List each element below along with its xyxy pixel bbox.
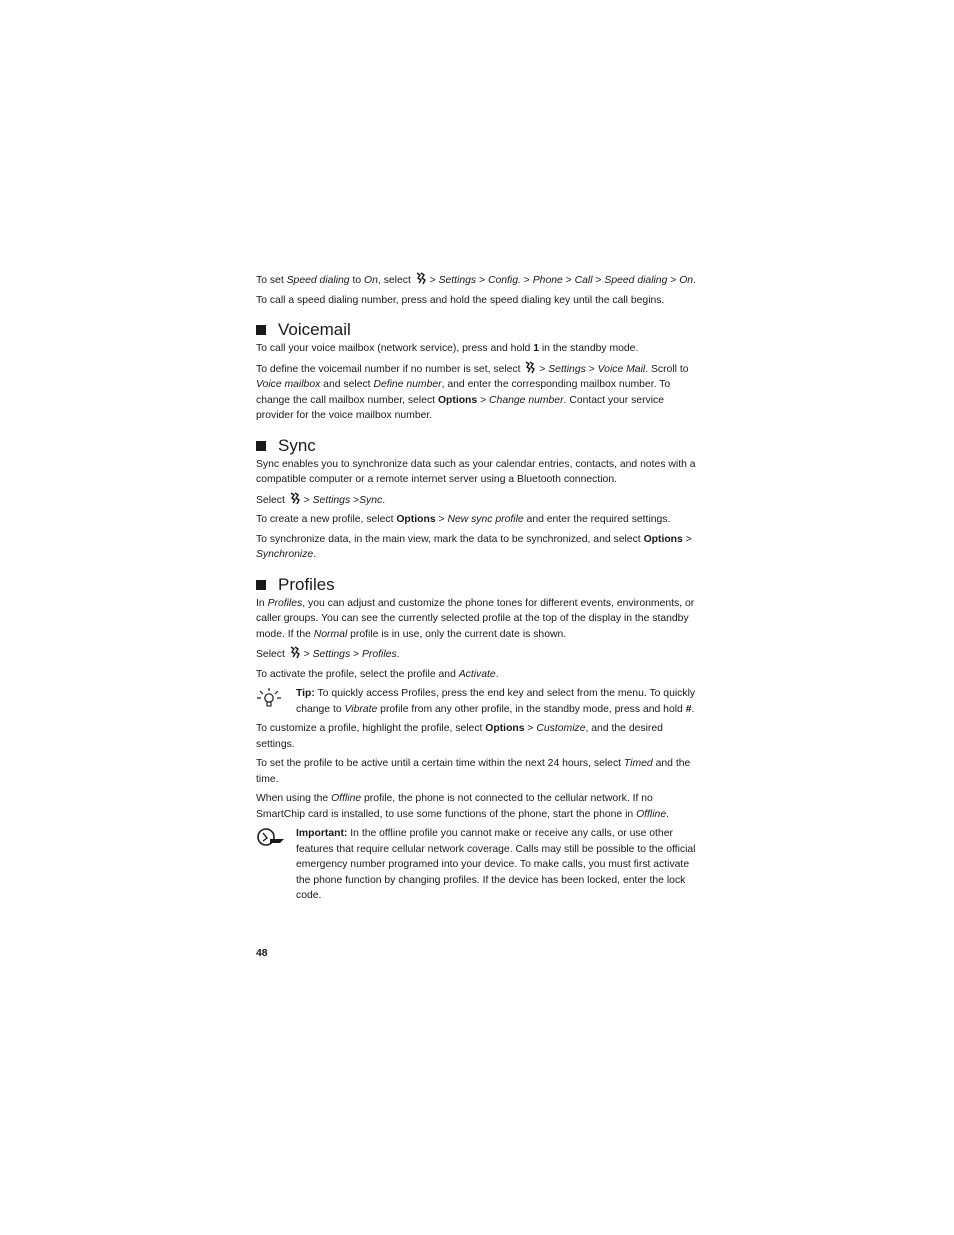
text: Settings (312, 494, 351, 506)
profiles-select-paragraph (256, 646, 698, 663)
text: profile is in use, only the current date is shown. (347, 628, 567, 640)
text: > (562, 275, 575, 286)
text: > (350, 494, 360, 506)
important-text (296, 826, 698, 904)
text: Offline (331, 793, 362, 804)
text: Voice mailbox (256, 379, 321, 390)
sync-synchronize-paragraph (256, 532, 698, 563)
menu-icon (524, 361, 535, 374)
manual-page (256, 272, 698, 908)
text: , and enter the corresponding mailbox number. To change the call mailbox number, select (256, 379, 671, 406)
profiles-activate-paragraph (256, 667, 698, 683)
text: Settings (548, 363, 586, 375)
tip-note (256, 686, 698, 717)
text: To define the voicemail number if no number is set, select (256, 363, 524, 375)
section-heading-sync (256, 436, 698, 456)
heading-text: Voicemail (278, 320, 351, 339)
text: > (520, 275, 533, 286)
text: and the time. (256, 758, 691, 785)
text: . Scroll to (645, 363, 689, 375)
text: To set (256, 275, 287, 286)
important-icon (256, 826, 296, 853)
text: To create a new profile, select (256, 514, 397, 525)
text: > (592, 275, 605, 286)
text: > (682, 533, 692, 545)
text: . (666, 808, 669, 820)
text: . (396, 649, 400, 660)
text: Activate (458, 668, 496, 680)
section-heading-profiles (256, 575, 698, 595)
text: . (693, 275, 696, 286)
text: Options (643, 533, 683, 545)
text: > (585, 363, 598, 375)
text: In the offline profile you cannot make or receive any calls, or use other features that require cellular network coverage. Calls may still be possible to the official emergency number programed into your device. To make calls, you must first activate the phone function by changing profiles. If the device has been locked, enter the lock code. (296, 828, 696, 901)
text: > (524, 723, 537, 734)
text: To call your voice mailbox (network service), press and hold (256, 343, 534, 354)
text: > (300, 649, 313, 660)
text: . (495, 668, 499, 680)
sync-select-paragraph (256, 492, 698, 509)
tip-icon (256, 686, 296, 715)
text: Profiles (267, 597, 303, 609)
text: profile, the phone is not connected to the cellular network. If no SmartChip card is installed, to use some functions of the phone, start the phone in (256, 793, 653, 820)
text: . (313, 549, 317, 560)
text: Select (256, 649, 288, 660)
text: New sync profile (447, 514, 524, 525)
text: and enter the required settings. (523, 514, 671, 525)
text: Speed dialing (604, 275, 668, 286)
text: 1 (533, 343, 539, 354)
text: On (364, 275, 378, 286)
text: Sync (359, 494, 383, 506)
text: > (536, 363, 549, 375)
text: Define number (373, 379, 442, 390)
text: Call (574, 275, 593, 286)
menu-icon (289, 492, 300, 505)
text: . (691, 703, 695, 715)
heading-text: Profiles (278, 574, 335, 594)
text: , and the desired settings. (256, 723, 663, 750)
text: Select (256, 494, 288, 506)
text: > (300, 494, 313, 506)
text: > (476, 275, 488, 286)
profiles-offline-paragraph (256, 791, 698, 822)
text: . (382, 494, 386, 506)
text: > (426, 275, 439, 286)
voicemail-call-paragraph (256, 341, 698, 357)
text: In (256, 597, 268, 609)
text: and select (320, 379, 374, 390)
profiles-timed-paragraph (256, 756, 698, 787)
speed-dialing-paragraph (256, 272, 698, 289)
speed-dialing-call-paragraph: To call a speed dialing number, press and hold the speed dialing key until the call begins. (256, 294, 665, 306)
text: To synchronize data, in the main view, mark the data to be synchronized, and select (256, 533, 644, 545)
page-number: 48 (256, 948, 268, 959)
text: Synchronize (256, 549, 314, 560)
text: Speed dialing (286, 275, 350, 286)
text: Offline (636, 808, 667, 820)
bullet-square-icon (256, 580, 266, 590)
tip-text (296, 686, 698, 717)
sync-intro-paragraph: Sync enables you to synchronize data such as your calendar entries, contacts, and notes with a compatible computer or a remote internet server using a Bluetooth connection. (256, 458, 696, 485)
menu-icon (289, 646, 300, 659)
sync-create-paragraph (256, 512, 698, 528)
text: Options (485, 723, 525, 734)
profiles-intro-paragraph (256, 596, 698, 643)
text: On (679, 275, 694, 286)
text: Phone (532, 275, 563, 286)
text: # (685, 703, 692, 715)
text: To activate the profile, select the profile and (256, 668, 459, 680)
text: To customize a profile, highlight the profile, select (256, 723, 486, 734)
text: Settings (312, 649, 351, 660)
text: Customize (536, 723, 586, 734)
important-note (256, 826, 698, 904)
text: Settings (438, 275, 477, 286)
profiles-customize-paragraph (256, 721, 698, 752)
text: To set the profile to be active until a certain time within the next 24 hours, select (256, 758, 624, 769)
bullet-square-icon (256, 441, 266, 451)
text: Config. (487, 275, 521, 286)
bullet-square-icon (256, 325, 266, 335)
text: Vibrate (344, 703, 378, 715)
text: . Contact your service provider for the voice mailbox number. (256, 394, 665, 421)
text: > (477, 394, 490, 406)
text: Options (396, 514, 436, 525)
text: in the standby mode. (538, 343, 639, 354)
text: Normal (313, 628, 348, 640)
voicemail-define-paragraph (256, 361, 698, 424)
text: Important: (296, 828, 348, 839)
text: , select (377, 275, 414, 286)
text: , you can adjust and customize the phone tones for different events, environments, or caller groups. You can see the currently selected profile at the top of the display in the standby mode. If the (256, 597, 695, 640)
heading-text: Sync (278, 435, 316, 455)
menu-icon (415, 272, 426, 285)
text: When using the (256, 793, 332, 804)
section-heading-voicemail (256, 320, 698, 340)
text: > (435, 514, 448, 525)
text: Tip: (296, 688, 315, 699)
text: To quickly access Profiles, press the end key and select from the menu. To quickly change to (296, 688, 696, 715)
text: Options (437, 394, 478, 406)
text: profile from any other profile, in the standby mode, press and hold (377, 703, 686, 715)
text: to (349, 275, 365, 286)
text: Timed (623, 758, 653, 769)
text: Profiles (362, 649, 397, 660)
text: > (350, 649, 362, 660)
text: > (667, 275, 680, 286)
text: Change number (489, 394, 564, 406)
text: Voice Mail (597, 363, 646, 375)
